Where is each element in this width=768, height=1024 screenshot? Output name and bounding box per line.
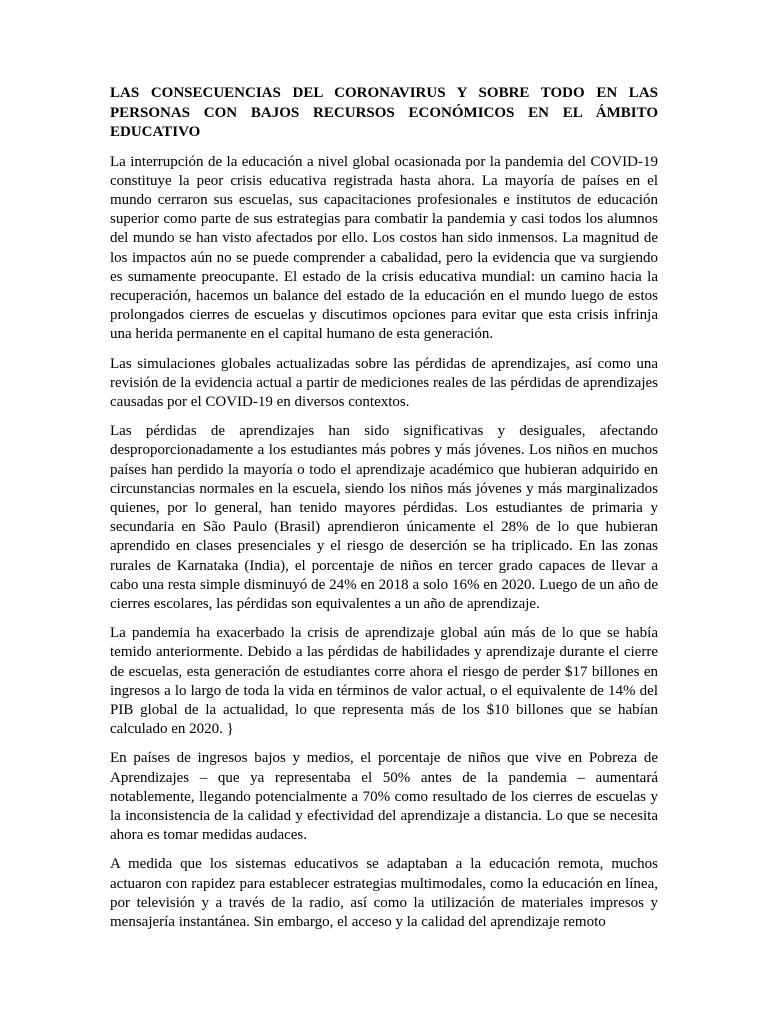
paragraph-1: La interrupción de la educación a nivel global ocasionada por la pandemia del COVID-19 constituye la peor crisis educativa registrada hasta ahora. La mayoría de países en el mundo cerraron sus escuelas, sus capacitaciones profesionales e institutos de educación superior como parte de sus estrategias para combatir la pandemia y casi todos los alumnos del mundo se han visto afectados por ello. Los costos han sido inmensos. La magnitud de los impactos aún no se puede comprender a cabalidad, pero la evidencia que va surgiendo es sumamente preocupante. El estado de la crisis educativa mundial: un camino hacia la recuperación, hacemos un balance del estado de la educación en el mundo luego de estos prolongados cierres de escuelas y discutimos opciones para evitar que esta crisis infrinja una herida permanente en el capital humano de esta generación. [110,153,658,343]
paragraph-3: Las pérdidas de aprendizajes han sido significativas y desiguales, afectando desproporcionadamente a los estudiantes más pobres y más jóvenes. Los niños en muchos países han perdido la mayoría o todo el aprendizaje académico que hubieran adquirido en circunstancias normales en la escuela, siendo los niños más jóvenes y más marginalizados quienes, por lo general, han tenido mayores pérdidas. Los estudiantes de primaria y secundaria en São Paulo (Brasil) aprendieron únicamente el 28% de lo que hubieran aprendido en clases presenciales y el riesgo de deserción se ha triplicado. En las zonas rurales de Karnataka (India), el porcentaje de niños en tercer grado capaces de llevar a cabo una resta simple disminuyó de 24% en 2018 a solo 16% en 2020. Luego de un año de cierres escolares, las pérdidas son equivalentes a un año de aprendizaje. [110,423,658,612]
paragraph-4: La pandemia ha exacerbado la crisis de aprendizaje global aún más de lo que se había temido anteriormente. Debido a las pérdidas de habilidades y aprendizaje durante el cierre de escuelas, esta generación de estudiantes corre ahora el riesgo de perder $17 billones en ingresos a lo largo de toda la vida en términos de valor actual, o el equivalente de 14% del PIB global de la actualidad, lo que representa más de los $10 billones que se habían calculado en 2020. } [110,625,658,738]
paragraph-5: En países de ingresos bajos y medios, el porcentaje de niños que vive en Pobreza de Aprendizajes – que ya representaba el 50% antes de la pandemia – aumentará notablemente, llegando potencialmente a 70% como resultado de los cierres de escuelas y la inconsistencia de la calidad y efectividad del aprendizaje a distancia. Lo que se necesita ahora es tomar medidas audaces. [110,750,658,844]
paragraph-6: A medida que los sistemas educativos se adaptaban a la educación remota, muchos actuaron con rapidez para establecer estrategias multimodales, como la educación en línea, por televisión y a través de la radio, así como la utilización de materiales impresos y mensajería instantánea. Sin embargo, el acceso y la calidad del aprendizaje remoto [110,856,658,931]
document-page [110,84,658,942]
paragraph-2: Las simulaciones globales actualizadas sobre las pérdidas de aprendizajes, así como una revisión de la evidencia actual a partir de mediciones reales de las pérdidas de aprendizajes causadas por el COVID-19 en diversos contextos. [110,355,658,410]
document-title: LAS CONSECUENCIAS DEL CORONAVIRUS Y SOBRE TODO EN LAS PERSONAS CON BAJOS RECURSOS ECONÓMICOS EN EL ÁMBITO EDUCATIVO [110,85,658,140]
